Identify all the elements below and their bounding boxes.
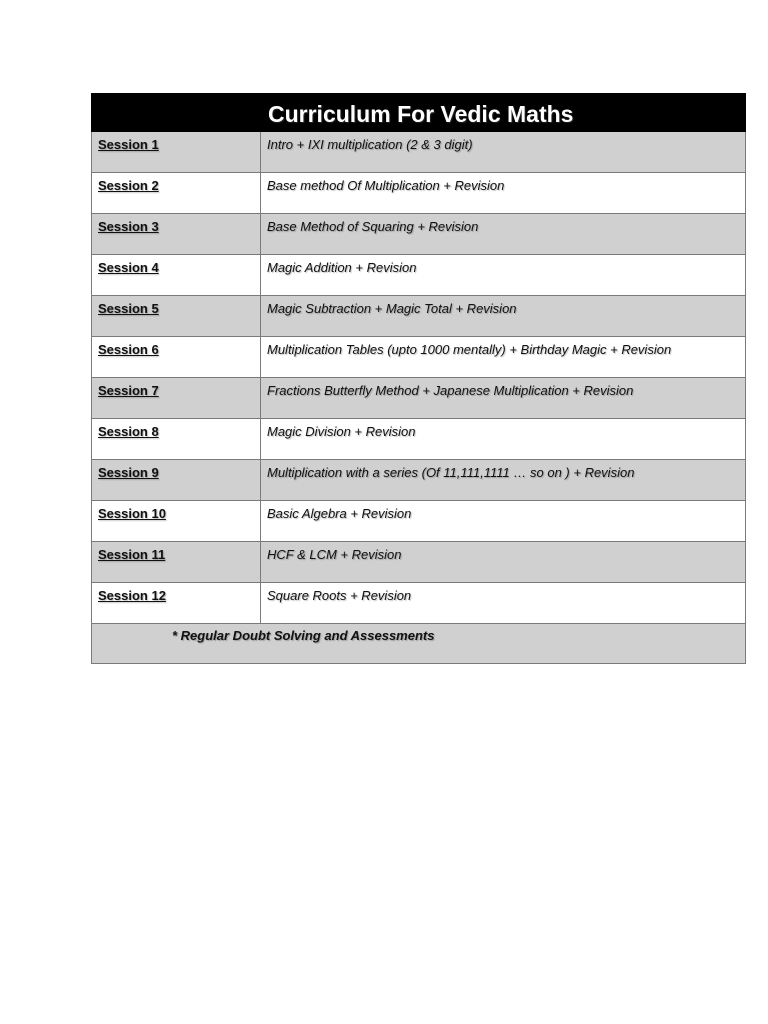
session-topic: Basic Algebra + Revision xyxy=(261,501,746,542)
session-label: Session 11 xyxy=(92,542,261,583)
session-row xyxy=(92,337,746,378)
session-label: Session 6 xyxy=(92,337,261,378)
session-row xyxy=(92,501,746,542)
session-row xyxy=(92,296,746,337)
session-row xyxy=(92,419,746,460)
session-row xyxy=(92,255,746,296)
session-topic: Base method Of Multiplication + Revision xyxy=(261,173,746,214)
session-row xyxy=(92,132,746,173)
session-label: Session 3 xyxy=(92,214,261,255)
session-topic: Magic Division + Revision xyxy=(261,419,746,460)
footer-note: * Regular Doubt Solving and Assessments xyxy=(92,624,746,664)
session-topic: Magic Addition + Revision xyxy=(261,255,746,296)
session-row xyxy=(92,583,746,624)
session-label: Session 7 xyxy=(92,378,261,419)
session-label: Session 2 xyxy=(92,173,261,214)
session-row xyxy=(92,214,746,255)
session-topic: Intro + IXI multiplication (2 & 3 digit) xyxy=(261,132,746,173)
session-topic: HCF & LCM + Revision xyxy=(261,542,746,583)
session-topic: Multiplication Tables (upto 1000 mentally) + Birthday Magic + Revision xyxy=(261,337,746,378)
session-label: Session 9 xyxy=(92,460,261,501)
session-row xyxy=(92,542,746,583)
session-topic: Square Roots + Revision xyxy=(261,583,746,624)
session-label: Session 4 xyxy=(92,255,261,296)
session-label: Session 12 xyxy=(92,583,261,624)
session-label: Session 5 xyxy=(92,296,261,337)
session-label: Session 10 xyxy=(92,501,261,542)
curriculum-table xyxy=(91,93,746,664)
table-title: Curriculum For Vedic Maths xyxy=(268,100,574,127)
session-row xyxy=(92,378,746,419)
session-topic: Base Method of Squaring + Revision xyxy=(261,214,746,255)
session-row xyxy=(92,460,746,501)
session-label: Session 1 xyxy=(92,132,261,173)
footer-row xyxy=(92,624,746,664)
session-label: Session 8 xyxy=(92,419,261,460)
title-row xyxy=(92,94,746,132)
title-cell xyxy=(92,94,746,132)
session-topic: Magic Subtraction + Magic Total + Revision xyxy=(261,296,746,337)
session-topic: Multiplication with a series (Of 11,111,1111 … so on ) + Revision xyxy=(261,460,746,501)
session-row xyxy=(92,173,746,214)
session-topic: Fractions Butterfly Method + Japanese Multiplication + Revision xyxy=(261,378,746,419)
